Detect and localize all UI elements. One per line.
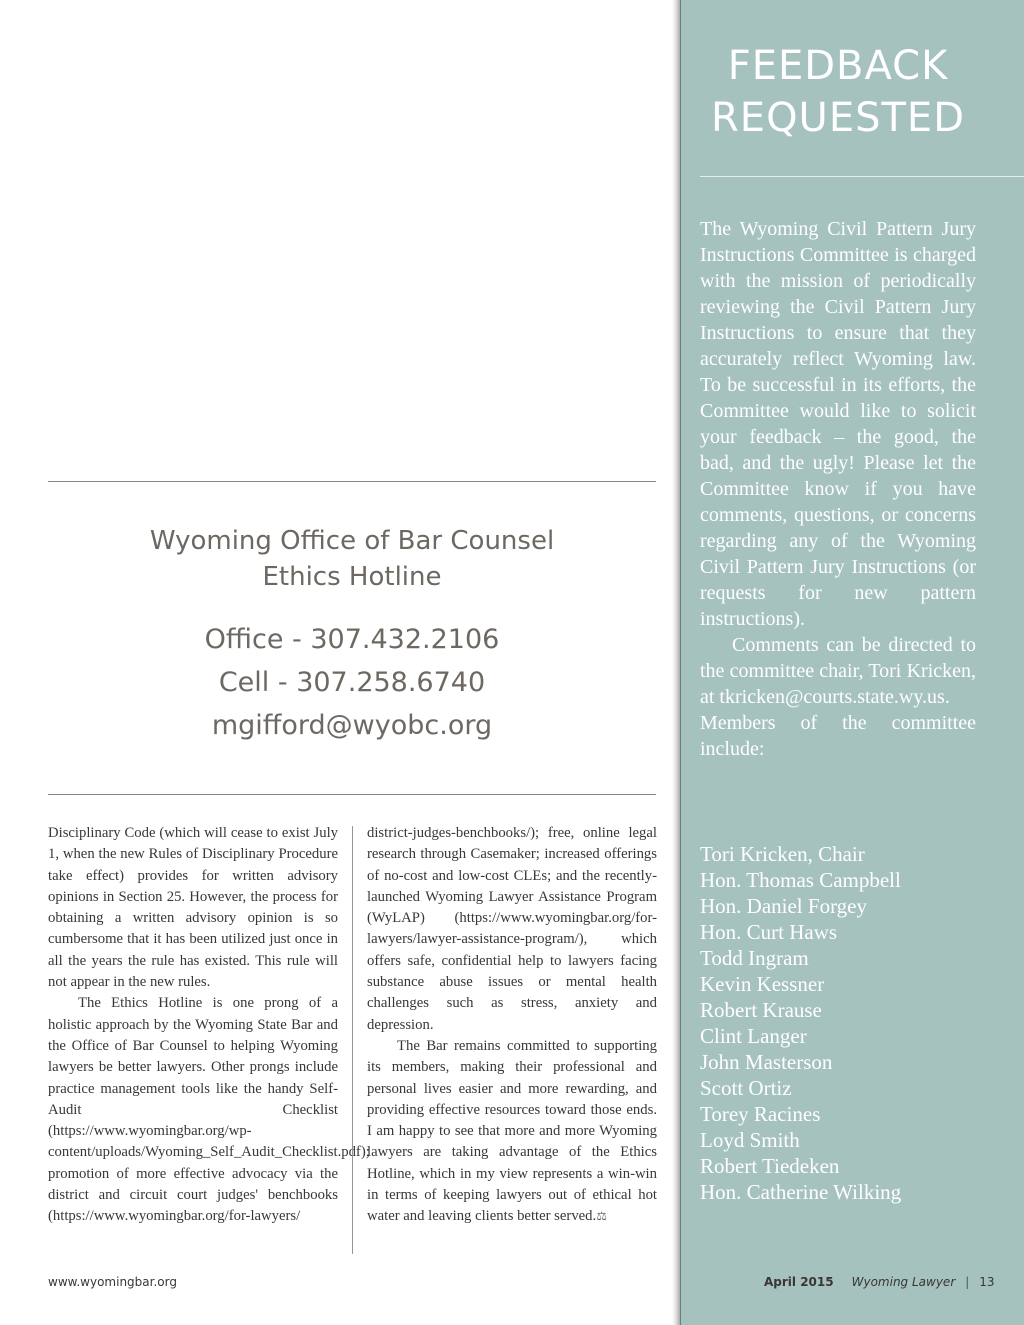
committee-member-list xyxy=(700,841,976,1205)
footer-page-number: 13 xyxy=(979,1275,995,1289)
member-item: Tori Kricken, Chair xyxy=(700,842,865,866)
member-item: Torey Racines xyxy=(700,1102,821,1126)
hotline-title-line1: Wyoming Office of Bar Counsel xyxy=(149,526,555,556)
article-paragraph: The Ethics Hotline is one prong of a holistic approach by the Wyoming State Bar and the Office of Bar Counsel to helping Wyoming lawyers be better lawyers. Other prongs include practice management tools like the handy Self-Audit Checklist (https://www.wyomingbar.org/wp-content/uploads/Wyoming_Self_Audit_Checklist.pdf); promotion of more effective advocacy via the district and circuit court judges' benchbooks (https://www.wyomingbar.org/for-lawyers/ xyxy=(48,995,370,1225)
member-item: Robert Krause xyxy=(700,998,822,1022)
hotline-email: mgifford@wyobc.org xyxy=(211,710,493,741)
sidebar-members-intro: Members of the committee include: xyxy=(700,712,976,760)
footer-folio xyxy=(764,1274,995,1290)
hotline-bottom-rule xyxy=(48,794,656,795)
member-item: Scott Ortiz xyxy=(700,1076,792,1100)
article-closing-text: The Bar remains committed to supporting its members, making their professional and personal lives easier and more rewarding, and providing effective resources toward those ends. I am happy to see that more and more Wyoming lawyers are taking advantage of the Ethics Hotline, which in my view represents a win-win in terms of keeping lawyers out of ethical hot water and leaving clients better served. xyxy=(367,1037,657,1225)
member-item: Kevin Kessner xyxy=(700,972,825,996)
hotline-office-phone: Office - 307.432.2106 xyxy=(204,624,500,655)
column-divider xyxy=(352,826,353,1254)
footer-issue-date: April 2015 xyxy=(764,1275,834,1289)
sidebar-title xyxy=(700,40,976,144)
footer-separator: | xyxy=(965,1275,970,1289)
article-paragraph: district-judges-benchbooks/); free, online legal research through Casemaker; increased offerings of no-cost and low-cost CLEs; and the recently-launched Wyoming Lawyer Assistance Program (WyLAP) (https://www.wyomingbar.org/for-lawyers/lawyer-assistance-program/), which offers safe, confidential help to lawyers facing substance abuse issues or mental health challenges such as stress, anxiety and depression. xyxy=(367,825,657,1033)
hotline-heading xyxy=(48,523,656,595)
member-item: Loyd Smith xyxy=(700,1128,800,1152)
member-item: Hon. Catherine Wilking xyxy=(700,1180,902,1204)
sidebar-title-line1: FEEDBACK xyxy=(727,43,949,89)
sidebar-shadow xyxy=(672,0,681,1325)
member-item: Robert Tiedeken xyxy=(700,1154,840,1178)
sidebar-paragraph-intro: The Wyoming Civil Pattern Jury Instructions Committee is charged with the mission of periodically reviewing the Civil Pattern Jury Instructions to ensure that they accurately reflect Wyoming law. To be successful in its efforts, the Committee would like to solicit your feedback – the good, the bad, and the ugly! Please let the Committee know if you have comments, questions, or concerns regarding any of the Wyoming Civil Pattern Jury Instructions (or requests for new pattern instructions). xyxy=(700,218,976,630)
member-item: Hon. Thomas Campbell xyxy=(700,868,901,892)
footer-website: www.wyomingbar.org xyxy=(48,1275,177,1289)
hotline-top-rule xyxy=(48,481,656,482)
article-paragraph-closing xyxy=(367,1036,657,1228)
hotline-title-line2: Ethics Hotline xyxy=(262,562,442,592)
member-item: Hon. Daniel Forgey xyxy=(700,894,868,918)
member-item: Hon. Curt Haws xyxy=(700,920,838,944)
end-mark-icon: ⚖ xyxy=(596,1209,607,1224)
member-item: Todd Ingram xyxy=(700,946,809,970)
article-paragraph: Disciplinary Code (which will cease to exist July 1, when the new Rules of Disciplinary Procedure take effect) provides for written advisory opinions in Section 25. However, the process for obtaining a written advisory opinion is so cumbersome that it has been utilized just once in all the years the rule has existed. This rule will not appear in the new rules. xyxy=(48,825,338,991)
member-item: Clint Langer xyxy=(700,1024,807,1048)
hotline-cell-phone: Cell - 307.258.6740 xyxy=(218,667,486,698)
sidebar-body xyxy=(700,216,976,762)
sidebar-paragraph-contact: Comments can be directed to the committee chair, Tori Kricken, at tkricken@courts.state.wy.us. xyxy=(700,634,976,708)
sidebar-divider xyxy=(700,176,1024,177)
hotline-contact-block xyxy=(48,618,656,747)
member-item: John Masterson xyxy=(700,1050,833,1074)
article-column-left xyxy=(48,823,370,1228)
sidebar-title-line2: REQUESTED xyxy=(711,95,965,141)
footer-publication: Wyoming Lawyer xyxy=(851,1275,956,1289)
article-column-right xyxy=(367,823,657,1228)
